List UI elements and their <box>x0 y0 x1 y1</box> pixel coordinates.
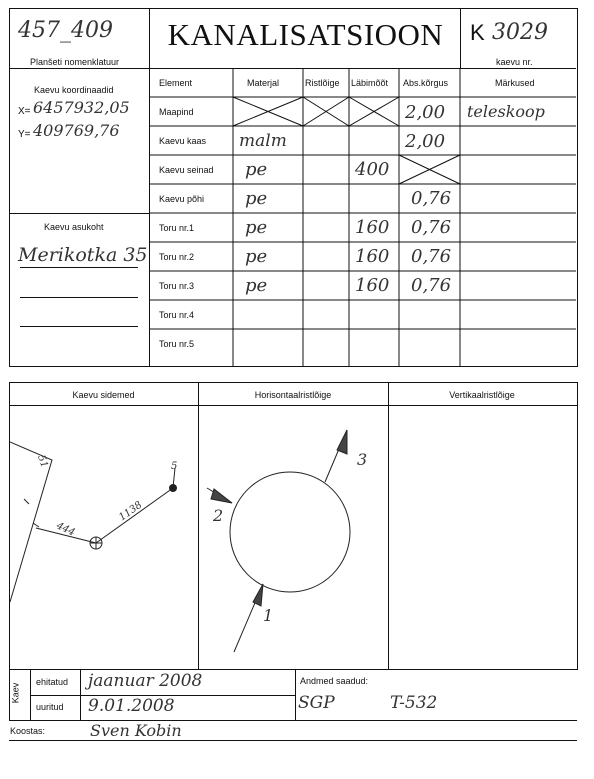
built-value: jaanuar 2008 <box>88 671 203 691</box>
divider <box>388 382 389 669</box>
material-cover: malm <box>239 131 287 151</box>
divider <box>9 213 150 214</box>
material-bottom: pe <box>245 188 268 209</box>
connections-drawing <box>10 406 198 668</box>
abs-pipe-1: 0,76 <box>411 217 452 238</box>
well-number: 3029 <box>492 20 548 45</box>
location-underline <box>20 326 138 327</box>
sketch-label-51: 51 <box>35 453 50 470</box>
compiled-by-value: Sven Kobin <box>90 721 182 740</box>
row-label-well-cover: Kaevu kaas <box>159 136 207 146</box>
x-prefix: X= <box>18 106 31 117</box>
table-header-material: Materjal <box>247 78 280 88</box>
abs-cover: 2,00 <box>405 131 446 152</box>
footer-top-line <box>9 669 577 670</box>
table-header-abs-height: Abs.kõrgus <box>403 78 449 88</box>
row-label-pipe-3: Toru nr.3 <box>159 281 195 291</box>
y-prefix: Y= <box>18 129 31 140</box>
data-source-label: Andmed saadud: <box>300 676 369 686</box>
well-prefix: K <box>470 20 485 45</box>
connections-title: Kaevu sidemed <box>72 390 135 400</box>
row-label-pipe-2: Toru nr.2 <box>159 252 195 262</box>
y-coordinate: 409769,76 <box>33 121 120 140</box>
horizontal-section-sketch <box>199 406 388 668</box>
location-value: Merikotka 35 <box>18 244 148 266</box>
data-source-value-1: SGP <box>298 693 335 713</box>
abs-ground: 2,00 <box>405 102 446 123</box>
row-label-well-bottom: Kaevu põhi <box>159 194 205 204</box>
vertical-section-title: Vertikaalristlõige <box>449 390 515 400</box>
page-title: KANALISATSIOON <box>167 17 444 52</box>
abs-pipe-3: 0,76 <box>411 275 452 296</box>
material-walls: pe <box>245 159 268 180</box>
element-table <box>149 68 576 366</box>
material-pipe-3: pe <box>245 275 268 296</box>
row-label-pipe-5: Toru nr.5 <box>159 339 195 349</box>
location-underline <box>20 297 138 298</box>
abs-bottom: 0,76 <box>411 188 452 209</box>
material-pipe-1: pe <box>245 217 268 238</box>
pipe-label-1: 1 <box>263 606 274 625</box>
row-label-ground: Maapind <box>159 107 194 117</box>
material-pipe-2: pe <box>245 246 268 267</box>
table-header-cross-section: Ristlõige <box>305 78 340 88</box>
x-coordinate: 6457932,05 <box>33 98 130 117</box>
horizontal-section-title: Horisontaalristlõige <box>254 390 332 400</box>
divider <box>80 669 81 721</box>
nomenclature-value: 457_409 <box>18 18 113 43</box>
sketch-label-444: 444 <box>54 520 77 539</box>
sketch-label-1138: 1138 <box>117 499 145 524</box>
pipe-label-2: 2 <box>213 506 224 525</box>
divider <box>460 8 461 68</box>
pipe-label-3: 3 <box>357 450 368 469</box>
row-label-well-walls: Kaevu seinad <box>159 165 214 175</box>
location-underline <box>20 267 138 268</box>
well-side-label: Kaev <box>10 682 21 704</box>
diameter-pipe-3: 160 <box>355 275 390 296</box>
surveyed-label: uuritud <box>36 702 64 712</box>
table-header-diameter: Läbimõõt <box>351 78 389 88</box>
row-label-pipe-4: Toru nr.4 <box>159 310 195 320</box>
built-label: ehitatud <box>36 677 69 687</box>
compiled-by-label: Koostas: <box>10 726 46 736</box>
connections-sketch <box>10 406 198 668</box>
abs-pipe-2: 0,76 <box>411 246 452 267</box>
location-label: Kaevu asukoht <box>44 222 104 232</box>
diameter-pipe-1: 160 <box>355 217 390 238</box>
well-number-label: kaevu nr. <box>496 57 533 67</box>
coordinates-label: Kaevu koordinaadid <box>34 85 114 95</box>
nomenclature-label: Planšeti nomenklatuur <box>30 57 120 67</box>
footer-bottom-line <box>9 740 577 741</box>
data-source-value-2: T-532 <box>390 693 438 713</box>
table-header-notes: Märkused <box>495 78 535 88</box>
horizontal-section-drawing <box>199 406 388 668</box>
diameter-pipe-2: 160 <box>355 246 390 267</box>
surveyed-value: 9.01.2008 <box>88 696 175 716</box>
row-label-pipe-1: Toru nr.1 <box>159 223 195 233</box>
table-header-element: Element <box>159 78 193 88</box>
sketch-label-5: 5 <box>171 461 178 472</box>
diameter-walls: 400 <box>355 159 390 180</box>
notes-ground: teleskoop <box>467 102 545 121</box>
